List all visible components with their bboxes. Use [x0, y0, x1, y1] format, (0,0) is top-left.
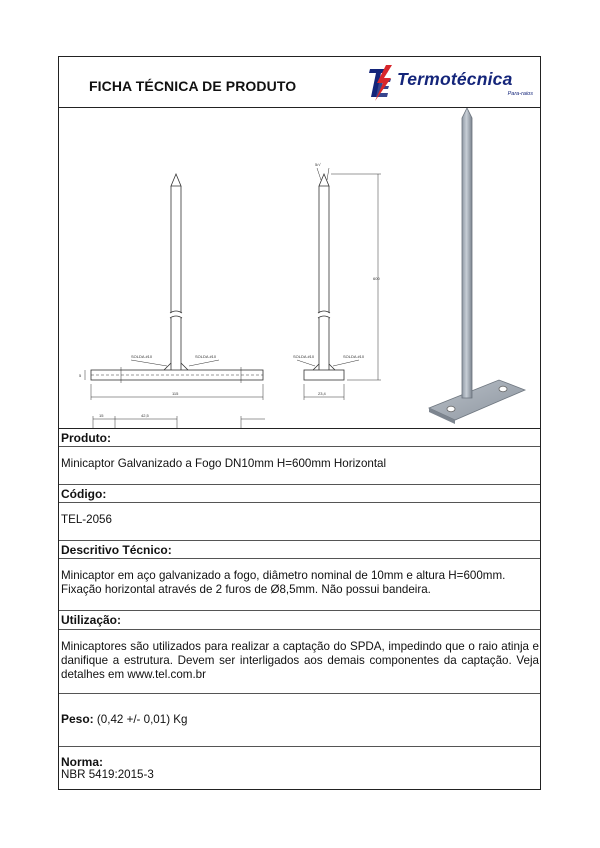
divider	[59, 610, 540, 611]
utilizacao-text: Minicaptores são utilizados para realizar a captação do SPDA, impedindo que o raio atinja e danifique a estrutura. Devem ser interligados aos demais componentes da captação. Veja detalhes em www.tel.com.br	[61, 640, 539, 681]
divider	[59, 502, 540, 503]
weld-label-right: SOLDA #10	[195, 354, 217, 359]
divider	[59, 484, 540, 485]
divider	[59, 693, 540, 694]
hole-edge-label: 15	[99, 413, 104, 418]
divider	[59, 629, 540, 630]
side-weld-left: SOLDA #10	[293, 354, 315, 359]
peso-row	[61, 712, 187, 726]
peso-value: (0,42 +/- 0,01) Kg	[96, 713, 188, 726]
hole-spacing-label: 42,5	[141, 413, 149, 418]
height-mark: 5	[79, 373, 82, 378]
produto-label: Produto:	[61, 431, 111, 445]
brand-tagline: Para-raios	[507, 91, 533, 97]
divider	[59, 446, 540, 447]
page-title: FICHA TÉCNICA DE PRODUTO	[89, 78, 297, 94]
product-sheet	[58, 56, 541, 790]
weld-label-left: SOLDA #10	[131, 354, 153, 359]
divider	[59, 428, 540, 429]
brand-name: Termotécnica	[397, 69, 513, 89]
norma-value: NBR 5419:2015-3	[61, 768, 154, 781]
tel-logo-icon	[367, 63, 397, 103]
descritivo-line-2: Fixação horizontal através de 2 furos de Ø8,5mm. Não possui bandeira.	[61, 583, 431, 596]
codigo-value: TEL-2056	[61, 513, 112, 526]
descritivo-label: Descritivo Técnico:	[61, 543, 172, 557]
produto-value: Minicaptor Galvanizado a Fogo DN10mm H=600mm Horizontal	[61, 457, 387, 470]
divider	[59, 558, 540, 559]
divider	[59, 746, 540, 747]
side-weld-right: SOLDA #10	[343, 354, 365, 359]
codigo-label: Código:	[61, 487, 107, 501]
height-dimension: 600	[373, 276, 380, 281]
base-length-label: 115	[172, 391, 179, 396]
sheet-header	[59, 57, 540, 107]
technical-drawing	[59, 108, 540, 428]
brand-logo	[367, 63, 539, 103]
peso-label: Peso:	[61, 712, 94, 726]
utilizacao-label: Utilização:	[61, 613, 122, 627]
norma-label: Norma:	[61, 755, 104, 769]
drawing-canvas	[59, 108, 540, 428]
tip-dimension: 5/√	[315, 162, 321, 167]
divider	[59, 540, 540, 541]
descritivo-line-1: Minicaptor em aço galvanizado a fogo, diâmetro nominal de 10mm e altura H=600mm.	[61, 569, 506, 582]
side-base-label: 23,4	[318, 391, 326, 396]
